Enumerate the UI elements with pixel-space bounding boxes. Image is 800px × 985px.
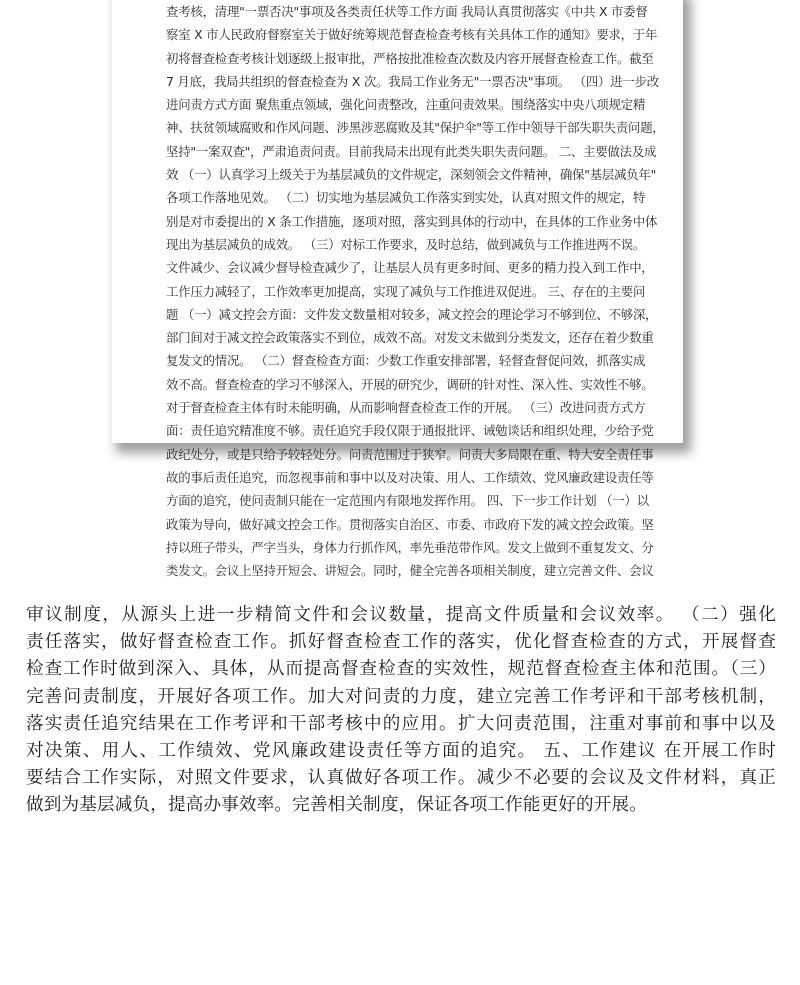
text-line: 检查工作时做到深入、具体，从而提高督查检查的实效性，规范督查检查主体和范围。（三） <box>26 659 776 680</box>
text-line: 落实责任追究结果在工作考评和干部考核中的应用。扩大问责范围，注重对事前和事中以及 <box>26 713 776 734</box>
continued-body-text <box>26 602 776 820</box>
text-line: 进问责方式方面 聚焦重点领域，强化问责整改，注重问责效果。围绕落实中央八项规定精 <box>166 97 646 113</box>
text-line: 效不高。督查检查的学习不够深入，开展的研究少，调研的针对性、深入性、实效性不够。 <box>166 376 654 392</box>
text-line: 文件减少、会议减少督导检查减少了，让基层人员有更多时间、更多的精力投入到工作中， <box>166 260 654 276</box>
text-line: 完善问责制度，开展好各项工作。加大对问责的力度，建立完善工作考评和干部考核机制， <box>26 686 776 707</box>
text-line: 神、扶贫领域腐败和作风问题、涉黑涉恶腐败及其"保护伞"等工作中领导干部失职失责问题， <box>166 120 665 136</box>
text-line: 复发文的情况。 （二）督查检查方面：少数工作重安排部署，轻督查督促问效，抓落实成 <box>166 353 646 369</box>
text-line: 别是对市委提出的 X 条工作措施，逐项对照，落实到具体的行动中，在具体的工作业务中体 <box>166 213 658 229</box>
text-line: 各项工作落地见效。 （二）切实地为基层减负工作落实到实处，认真对照文件的规定，特 <box>166 190 646 206</box>
text-line: 初将督查检查考核计划逐级上报审批，严格按批准检查次数及内容开展督查检查工作。截至 <box>166 50 654 66</box>
document-page-preview <box>112 0 683 579</box>
text-line: 现出为基层减负的成效。 （三）对标工作要求，及时总结，做到减负与工作推进两不误。 <box>166 236 646 252</box>
text-line: 类发文。会议上坚持开短会、讲短会。同时，健全完善各项相关制度，建立完善文件、会议 <box>166 563 654 579</box>
page-preview-text <box>166 0 665 582</box>
text-line: 审议制度，从源头上进一步精简文件和会议数量，提高文件质量和会议效率。 （二）强化 <box>26 605 776 625</box>
text-line: 方面的追究，使问责制只能在一定范围内有限地发挥作用。 四、下一步工作计划 （一）以 <box>166 493 649 509</box>
text-line: 做到为基层减负，提高办事效率。完善相关制度，保证各项工作能更好的开展。 <box>26 795 648 816</box>
text-line: 效 （一）认真学习上级关于为基层减负的文件规定，深刻领会文件精神，确保"基层减负年" <box>166 167 657 183</box>
text-line: 察室 X 市人民政府督察室关于做好统筹规范督查检查考核有关具体工作的通知》要求，于年 <box>166 27 658 43</box>
text-line: 工作压力减轻了，工作效率更加提高，实现了减负与工作推进双促进。 三、存在的主要问 <box>166 283 646 299</box>
text-line: 对决策、用人、工作绩效、党风廉政建设责任等方面的追究。 五、工作建议 在开展工作时 <box>26 741 776 762</box>
text-line: 部门间对于减文控会政策落实不到位，成效不高。对发文未做到分类发文，还存在着少数重 <box>166 330 654 346</box>
text-line: 题 （一）减文控会方面：文件发文数量相对较多，减文控会的理论学习不够到位、不够深， <box>166 306 658 322</box>
text-line: 对于督查检查主体有时未能明确，从而影响督查检查工作的开展。 （三）改进问责方式方 <box>166 400 646 416</box>
text-line: 面：责任追究精准度不够。责任追究手段仅限于通报批评、诫勉谈话和组织处理，少给予党 <box>166 423 654 439</box>
text-line: 坚持"一案双查"，严肃追责问责。目前我局未出现有此类失职失责问题。 二、主要做法及成 <box>166 143 657 159</box>
text-line: 责任落实，做好督查检查工作。抓好督查检查工作的落实，优化督查检查的方式，开展督查 <box>26 632 776 653</box>
text-line: 故的事后责任追究，而忽视事前和事中以及对决策、用人、工作绩效、党风廉政建设责任等 <box>166 469 654 485</box>
text-line: 查考核，清理"一票否决"事项及各类责任状等工作方面 我局认真贯彻落实《中共 X 市委督 <box>166 4 648 19</box>
text-line: 持以班子带头，严字当头，身体力行抓作风，率先垂范带作风。发文上做到不重复发文、分 <box>166 539 654 555</box>
text-line: 政策为导向，做好减文控会工作。贯彻落实自治区、市委、市政府下发的减文控会政策。坚 <box>166 516 654 532</box>
text-line: 要结合工作实际，对照文件要求，认真做好各项工作。减少不必要的会议及文件材料，真正 <box>26 768 776 789</box>
text-line: 政纪处分，或是只给予较轻处分。问责范围过于狭窄。问责大多局限在重、特大安全责任事 <box>166 446 654 462</box>
text-line: 7 月底，我局共组织的督查检查为 X 次。我局工作业务无"一票否决"事项。 （四）进一步改 <box>166 73 659 89</box>
